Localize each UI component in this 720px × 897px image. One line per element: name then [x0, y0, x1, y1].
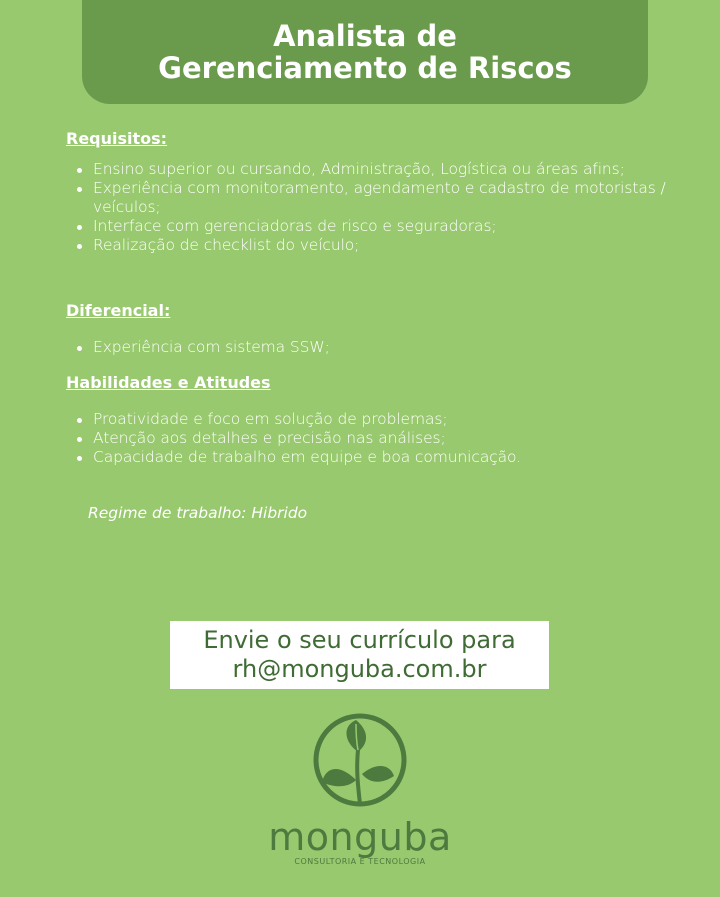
list-item: Experiência com monitoramento, agendamento e cadastro de motoristas / veículos;: [93, 179, 666, 216]
list-item: Capacidade de trabalho em equipe e boa comunicação.: [93, 448, 666, 467]
section-habilidades: [66, 372, 666, 467]
brand-tagline: CONSULTORIA E TECNOLOGIA: [294, 857, 426, 866]
section-diferencial: [66, 300, 666, 357]
section-title: Requisitos:: [66, 129, 168, 148]
requirements-list: [66, 160, 666, 255]
cta-box: [170, 621, 549, 689]
list-item: Interface com gerenciadoras de risco e seguradoras;: [93, 217, 666, 236]
job-description: [66, 128, 666, 466]
job-title-line-2: Gerenciamento de Riscos: [158, 51, 572, 85]
list-item: Proatividade e foco em solução de problemas;: [93, 410, 666, 429]
section-requisitos: [66, 128, 666, 288]
section-title: Habilidades e Atitudes: [66, 373, 271, 392]
section-title: Diferencial:: [66, 301, 171, 320]
list-item: Realização de checklist do veículo;: [93, 236, 666, 255]
cta-email: rh@monguba.com.br: [232, 655, 487, 683]
cta-line-1: Envie o seu currículo para: [203, 626, 516, 654]
job-title-line-1: Analista de: [273, 19, 457, 53]
list-item: Experiência com sistema SSW;: [93, 338, 666, 357]
brand-name: monguba: [268, 815, 452, 859]
skills-list: [66, 410, 666, 467]
work-regime: Regime de trabalho: Hibrido: [88, 504, 308, 522]
job-title-banner: [82, 0, 648, 104]
list-item: Atenção aos detalhes e precisão nas análises;: [93, 429, 666, 448]
differential-list: [66, 338, 666, 357]
list-item: Ensino superior ou cursando, Administração, Logística ou áreas afins;: [93, 160, 666, 179]
